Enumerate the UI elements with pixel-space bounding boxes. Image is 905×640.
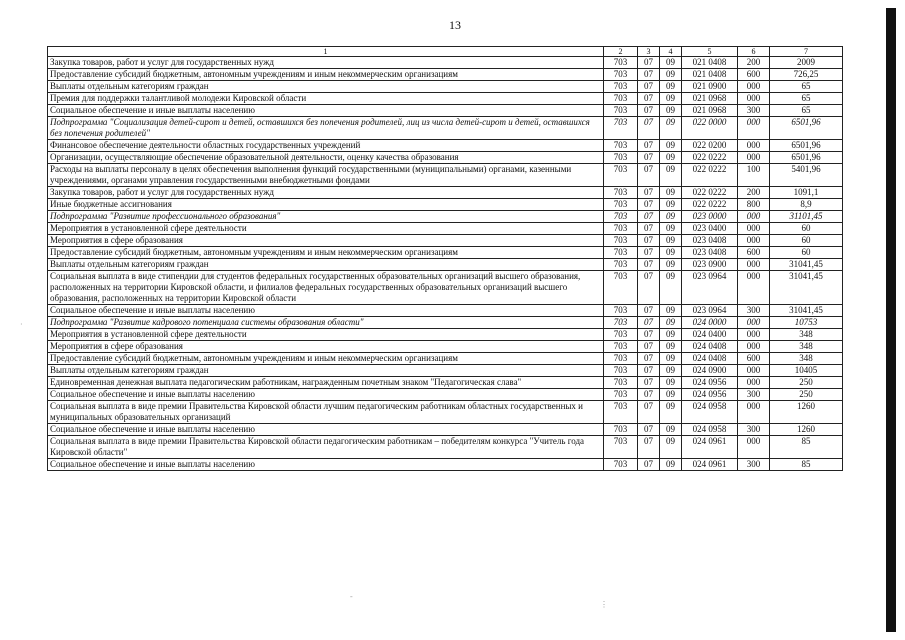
row-code-cell: 703 [604, 459, 638, 471]
header-cell: 4 [660, 47, 682, 57]
row-code-cell: 022 0200 [682, 140, 738, 152]
row-code-cell: 07 [638, 187, 660, 199]
row-label-cell: Закупка товаров, работ и услуг для государственных нужд [48, 57, 604, 69]
row-code-cell: 000 [738, 436, 770, 459]
row-code-cell: 000 [738, 365, 770, 377]
row-code-cell: 023 0964 [682, 271, 738, 305]
row-code-cell: 07 [638, 164, 660, 187]
row-code-cell: 07 [638, 389, 660, 401]
row-code-cell: 000 [738, 341, 770, 353]
row-code-cell: 300 [738, 105, 770, 117]
row-code-cell: 300 [738, 389, 770, 401]
table-row [48, 140, 843, 152]
row-code-cell: 703 [604, 389, 638, 401]
row-code-cell: 600 [738, 247, 770, 259]
row-code-cell: 65 [770, 81, 843, 93]
table-row [48, 329, 843, 341]
row-code-cell: 07 [638, 459, 660, 471]
row-code-cell: 09 [660, 259, 682, 271]
row-code-cell: 07 [638, 329, 660, 341]
table-row [48, 57, 843, 69]
row-code-cell: 024 0958 [682, 424, 738, 436]
row-code-cell: 000 [738, 223, 770, 235]
row-code-cell: 07 [638, 424, 660, 436]
row-code-cell: 024 0400 [682, 329, 738, 341]
row-code-cell: 703 [604, 436, 638, 459]
row-label-cell: Социальная выплата в виде стипендии для студентов федеральных государственных образовательных организаций высшего образования, расположенных на территории Кировской области, и филиалов федеральных государственных образовательных организаций высшего образования, расположенных на территории Кировской области [48, 271, 604, 305]
row-code-cell: 6501,96 [770, 117, 843, 140]
row-code-cell: 85 [770, 436, 843, 459]
row-code-cell: 348 [770, 341, 843, 353]
table-row [48, 247, 843, 259]
row-label-cell: Выплаты отдельным категориям граждан [48, 259, 604, 271]
row-code-cell: 09 [660, 223, 682, 235]
row-code-cell: 09 [660, 271, 682, 305]
row-code-cell: 5401,96 [770, 164, 843, 187]
row-code-cell: 703 [604, 140, 638, 152]
row-code-cell: 024 0956 [682, 377, 738, 389]
row-code-cell: 021 0968 [682, 105, 738, 117]
row-code-cell: 703 [604, 199, 638, 211]
row-code-cell: 60 [770, 223, 843, 235]
row-code-cell: 703 [604, 152, 638, 164]
table-row [48, 341, 843, 353]
row-code-cell: 8,9 [770, 199, 843, 211]
row-code-cell: 000 [738, 81, 770, 93]
row-label-cell: Организации, осуществляющие обеспечение образовательной деятельности, оценку качества образования [48, 152, 604, 164]
table-row [48, 377, 843, 389]
row-code-cell: 60 [770, 247, 843, 259]
row-code-cell: 703 [604, 377, 638, 389]
row-code-cell: 09 [660, 341, 682, 353]
row-code-cell: 07 [638, 57, 660, 69]
row-code-cell: 703 [604, 424, 638, 436]
row-label-cell: Выплаты отдельным категориям граждан [48, 365, 604, 377]
row-code-cell: 09 [660, 187, 682, 199]
row-label-cell: Предоставление субсидий бюджетным, автономным учреждениям и иным некоммерческим организациям [48, 69, 604, 81]
row-code-cell: 6501,96 [770, 140, 843, 152]
row-code-cell: 023 0964 [682, 305, 738, 317]
row-label-cell: Социальная выплата в виде премии Правительства Кировской области лучшим педагогическим работникам областных государственных и муниципальных образовательных организаций [48, 401, 604, 424]
row-code-cell: 07 [638, 117, 660, 140]
row-label-cell: Подпрограмма "Развитие кадрового потенциала системы образования области" [48, 317, 604, 329]
row-code-cell: 022 0222 [682, 152, 738, 164]
header-cell: 1 [48, 47, 604, 57]
row-code-cell: 024 0000 [682, 317, 738, 329]
row-code-cell: 000 [738, 377, 770, 389]
row-code-cell: 07 [638, 436, 660, 459]
table-row [48, 93, 843, 105]
table-row [48, 235, 843, 247]
table-row [48, 365, 843, 377]
scan-mark: - [350, 592, 353, 601]
row-code-cell: 07 [638, 199, 660, 211]
row-label-cell: Мероприятия в сфере образования [48, 341, 604, 353]
row-label-cell: Социальное обеспечение и иные выплаты населению [48, 305, 604, 317]
row-code-cell: 07 [638, 259, 660, 271]
row-code-cell: 1260 [770, 424, 843, 436]
row-code-cell: 021 0408 [682, 69, 738, 81]
row-code-cell: 09 [660, 105, 682, 117]
table-row [48, 353, 843, 365]
row-code-cell: 703 [604, 401, 638, 424]
row-code-cell: 703 [604, 211, 638, 223]
row-code-cell: 07 [638, 211, 660, 223]
row-code-cell: 1260 [770, 401, 843, 424]
row-code-cell: 09 [660, 81, 682, 93]
row-code-cell: 021 0408 [682, 57, 738, 69]
row-code-cell: 07 [638, 317, 660, 329]
row-code-cell: 07 [638, 341, 660, 353]
row-code-cell: 09 [660, 57, 682, 69]
row-code-cell: 703 [604, 317, 638, 329]
table-row [48, 152, 843, 164]
row-code-cell: 09 [660, 93, 682, 105]
row-code-cell: 000 [738, 235, 770, 247]
header-cell: 6 [738, 47, 770, 57]
row-code-cell: 000 [738, 211, 770, 223]
row-code-cell: 703 [604, 271, 638, 305]
row-code-cell: 022 0222 [682, 164, 738, 187]
table-row [48, 317, 843, 329]
table-row [48, 436, 843, 459]
header-cell: 5 [682, 47, 738, 57]
row-code-cell: 09 [660, 305, 682, 317]
row-code-cell: 09 [660, 152, 682, 164]
header-cell: 2 [604, 47, 638, 57]
row-code-cell: 09 [660, 459, 682, 471]
table-row [48, 117, 843, 140]
row-label-cell: Предоставление субсидий бюджетным, автономным учреждениям и иным некоммерческим организациям [48, 247, 604, 259]
row-code-cell: 200 [738, 57, 770, 69]
row-code-cell: 07 [638, 152, 660, 164]
row-label-cell: Социальная выплата в виде премии Правительства Кировской области педагогическим работникам – победителям конкурса "Учитель года Кировской области" [48, 436, 604, 459]
row-code-cell: 703 [604, 105, 638, 117]
row-code-cell: 07 [638, 140, 660, 152]
row-code-cell: 85 [770, 459, 843, 471]
row-code-cell: 07 [638, 401, 660, 424]
row-code-cell: 07 [638, 223, 660, 235]
row-code-cell: 100 [738, 164, 770, 187]
row-code-cell: 65 [770, 105, 843, 117]
table-row [48, 459, 843, 471]
row-code-cell: 09 [660, 317, 682, 329]
row-label-cell: Закупка товаров, работ и услуг для государственных нужд [48, 187, 604, 199]
row-code-cell: 300 [738, 424, 770, 436]
row-code-cell: 09 [660, 353, 682, 365]
row-code-cell: 000 [738, 152, 770, 164]
row-label-cell: Выплаты отдельным категориям граждан [48, 81, 604, 93]
table-row [48, 105, 843, 117]
row-code-cell: 703 [604, 305, 638, 317]
row-code-cell: 024 0408 [682, 341, 738, 353]
row-label-cell: Подпрограмма "Развитие профессионального образования" [48, 211, 604, 223]
row-label-cell: Социальное обеспечение и иные выплаты населению [48, 105, 604, 117]
table-row [48, 305, 843, 317]
page-number: 13 [449, 18, 461, 32]
row-code-cell: 023 0408 [682, 235, 738, 247]
row-label-cell: Иные бюджетные ассигнования [48, 199, 604, 211]
row-code-cell: 703 [604, 93, 638, 105]
row-code-cell: 300 [738, 305, 770, 317]
table-row [48, 187, 843, 199]
row-code-cell: 65 [770, 93, 843, 105]
row-code-cell: 07 [638, 365, 660, 377]
table-row [48, 259, 843, 271]
row-code-cell: 07 [638, 353, 660, 365]
row-code-cell: 023 0408 [682, 247, 738, 259]
table-row [48, 271, 843, 305]
row-code-cell: 07 [638, 105, 660, 117]
row-code-cell: 000 [738, 401, 770, 424]
row-code-cell: 000 [738, 329, 770, 341]
row-code-cell: 31041,45 [770, 259, 843, 271]
row-code-cell: 024 0961 [682, 436, 738, 459]
row-code-cell: 703 [604, 57, 638, 69]
row-label-cell: Единовременная денежная выплата педагогическим работникам, награжденным почетным знаком "Педагогическая слава" [48, 377, 604, 389]
row-label-cell: Расходы на выплаты персоналу в целях обеспечения выполнения функций государственными (муниципальными) органами, казенными учреждениями, органами управления государственными внебюджетными фондами [48, 164, 604, 187]
row-code-cell: 000 [738, 93, 770, 105]
row-code-cell: 703 [604, 117, 638, 140]
table-row [48, 164, 843, 187]
row-code-cell: 07 [638, 305, 660, 317]
row-label-cell: Социальное обеспечение и иные выплаты населению [48, 389, 604, 401]
row-code-cell: 31041,45 [770, 271, 843, 305]
table-row [48, 389, 843, 401]
row-code-cell: 09 [660, 211, 682, 223]
row-code-cell: 09 [660, 389, 682, 401]
row-code-cell: 000 [738, 271, 770, 305]
row-code-cell: 09 [660, 424, 682, 436]
table-row [48, 69, 843, 81]
row-code-cell: 703 [604, 69, 638, 81]
row-code-cell: 726,25 [770, 69, 843, 81]
row-code-cell: 250 [770, 377, 843, 389]
row-code-cell: 800 [738, 199, 770, 211]
row-code-cell: 07 [638, 247, 660, 259]
row-code-cell: 600 [738, 353, 770, 365]
row-code-cell: 07 [638, 81, 660, 93]
row-code-cell: 000 [738, 117, 770, 140]
row-code-cell: 09 [660, 140, 682, 152]
table-row [48, 223, 843, 235]
row-code-cell: 021 0900 [682, 81, 738, 93]
row-label-cell: Мероприятия в сфере образования [48, 235, 604, 247]
row-code-cell: 024 0961 [682, 459, 738, 471]
row-code-cell: 09 [660, 247, 682, 259]
table-row [48, 424, 843, 436]
budget-table [47, 46, 843, 471]
scan-mark: ⋮ [600, 600, 608, 609]
row-code-cell: 348 [770, 329, 843, 341]
row-code-cell: 000 [738, 140, 770, 152]
table-header-row [48, 47, 843, 57]
row-code-cell: 703 [604, 341, 638, 353]
row-label-cell: Подпрограмма "Социализация детей-сирот и детей, оставшихся без попечения родителей, лиц из числа детей-сирот и детей, оставшихся без попечения родителей" [48, 117, 604, 140]
row-code-cell: 10405 [770, 365, 843, 377]
row-code-cell: 024 0900 [682, 365, 738, 377]
row-code-cell: 024 0408 [682, 353, 738, 365]
scan-mark: · [20, 320, 23, 329]
row-code-cell: 024 0956 [682, 389, 738, 401]
row-code-cell: 09 [660, 199, 682, 211]
row-code-cell: 07 [638, 93, 660, 105]
row-code-cell: 000 [738, 259, 770, 271]
row-code-cell: 1091,1 [770, 187, 843, 199]
row-code-cell: 022 0222 [682, 187, 738, 199]
row-code-cell: 60 [770, 235, 843, 247]
row-code-cell: 703 [604, 365, 638, 377]
header-cell: 7 [770, 47, 843, 57]
row-code-cell: 200 [738, 187, 770, 199]
row-label-cell: Мероприятия в установленной сфере деятельности [48, 329, 604, 341]
row-code-cell: 703 [604, 247, 638, 259]
row-code-cell: 000 [738, 317, 770, 329]
row-code-cell: 2009 [770, 57, 843, 69]
row-code-cell: 09 [660, 401, 682, 424]
row-code-cell: 09 [660, 436, 682, 459]
table-row [48, 211, 843, 223]
row-code-cell: 703 [604, 329, 638, 341]
row-code-cell: 09 [660, 365, 682, 377]
row-label-cell: Финансовое обеспечение деятельности областных государственных учреждений [48, 140, 604, 152]
row-code-cell: 024 0958 [682, 401, 738, 424]
row-code-cell: 10753 [770, 317, 843, 329]
row-code-cell: 09 [660, 69, 682, 81]
row-code-cell: 703 [604, 164, 638, 187]
row-code-cell: 023 0000 [682, 211, 738, 223]
row-code-cell: 250 [770, 389, 843, 401]
row-code-cell: 09 [660, 117, 682, 140]
row-code-cell: 023 0400 [682, 223, 738, 235]
row-code-cell: 703 [604, 81, 638, 93]
row-code-cell: 703 [604, 187, 638, 199]
row-code-cell: 31041,45 [770, 305, 843, 317]
row-label-cell: Предоставление субсидий бюджетным, автономным учреждениям и иным некоммерческим организациям [48, 353, 604, 365]
row-code-cell: 6501,96 [770, 152, 843, 164]
scan-edge-bar [886, 8, 896, 632]
row-code-cell: 703 [604, 235, 638, 247]
row-code-cell: 703 [604, 353, 638, 365]
table-row [48, 81, 843, 93]
row-label-cell: Мероприятия в установленной сфере деятельности [48, 223, 604, 235]
table-row [48, 199, 843, 211]
row-code-cell: 09 [660, 329, 682, 341]
header-cell: 3 [638, 47, 660, 57]
row-code-cell: 300 [738, 459, 770, 471]
row-label-cell: Социальное обеспечение и иные выплаты населению [48, 424, 604, 436]
row-code-cell: 09 [660, 164, 682, 187]
row-code-cell: 703 [604, 259, 638, 271]
row-code-cell: 09 [660, 377, 682, 389]
row-code-cell: 07 [638, 235, 660, 247]
row-code-cell: 022 0222 [682, 199, 738, 211]
row-code-cell: 31101,45 [770, 211, 843, 223]
row-code-cell: 022 0000 [682, 117, 738, 140]
row-code-cell: 07 [638, 69, 660, 81]
row-code-cell: 09 [660, 235, 682, 247]
row-code-cell: 600 [738, 69, 770, 81]
row-code-cell: 07 [638, 271, 660, 305]
table-row [48, 401, 843, 424]
row-code-cell: 023 0900 [682, 259, 738, 271]
row-code-cell: 07 [638, 377, 660, 389]
row-code-cell: 703 [604, 223, 638, 235]
row-code-cell: 021 0968 [682, 93, 738, 105]
row-label-cell: Премия для поддержки талантливой молодежи Кировской области [48, 93, 604, 105]
row-label-cell: Социальное обеспечение и иные выплаты населению [48, 459, 604, 471]
row-code-cell: 348 [770, 353, 843, 365]
